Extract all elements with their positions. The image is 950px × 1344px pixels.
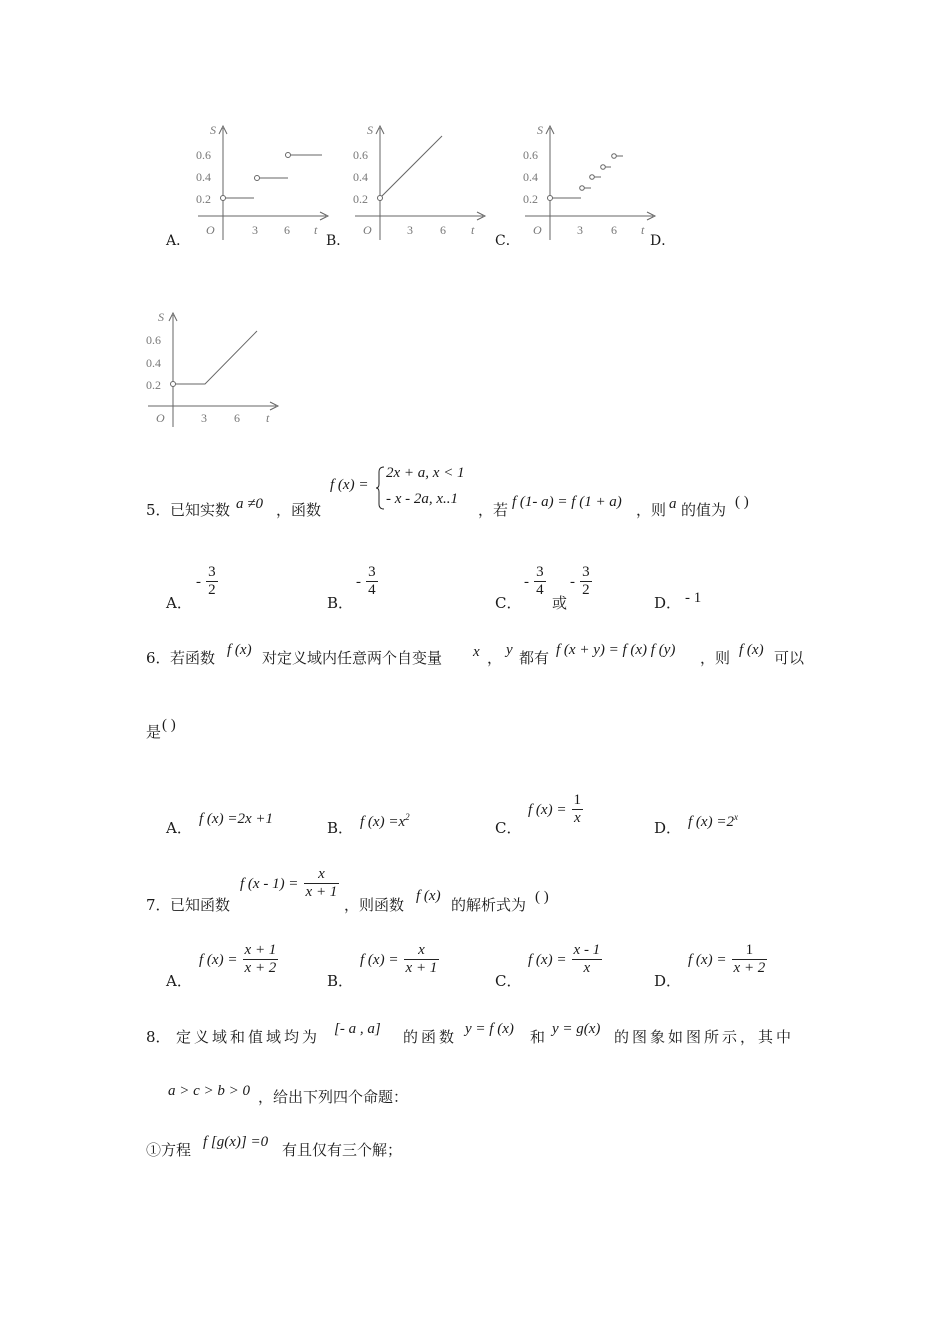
y-tick: 0.2	[196, 192, 211, 206]
q8-text-1: 定义域和值域均为	[176, 1028, 321, 1046]
y-tick: 0.6	[353, 148, 368, 162]
graph-b	[347, 118, 487, 243]
fraction: $\frac{x - 1}{x}$	[573, 942, 601, 976]
q6-text-6: 是	[146, 723, 162, 741]
q5-option-b	[356, 564, 378, 599]
y-tick: 0.6	[196, 148, 211, 162]
y-tick: 0.4	[523, 170, 538, 184]
q6-number: 6．	[146, 649, 171, 667]
q6-text-4: ，则	[700, 649, 731, 667]
q6-comma: ，	[487, 649, 503, 667]
option-d-label: D．	[650, 233, 676, 249]
x-tick: 6	[440, 223, 446, 237]
q6-var-y: y	[506, 642, 513, 658]
q5-text-5: 的值为	[681, 501, 727, 519]
q8-text-4: 的图象如图所示，其中	[614, 1028, 795, 1046]
q6-text-3: 都有	[519, 649, 550, 667]
q5-text-4: ，则	[636, 501, 667, 519]
q5-option-c-label: C．	[495, 594, 522, 612]
fraction: $\frac{x}{x + 1}$	[405, 942, 438, 976]
origin-label: O	[206, 223, 215, 237]
q7-option-a: f (x) = $\frac{x + 1}{x + 2}$	[199, 942, 277, 976]
axis-t-label: t	[314, 223, 318, 237]
fraction: $\frac{3}{2}$	[208, 564, 216, 598]
q8-item-1-mark: ①方程	[146, 1141, 192, 1159]
q6-fx: f (x)	[227, 642, 252, 658]
minus-sign: -	[570, 574, 575, 590]
q7-option-b: f (x) = $\frac{x}{x + 1}$	[360, 942, 438, 976]
q8-function-f: y = f (x)	[465, 1021, 514, 1037]
x-tick: 3	[201, 411, 207, 425]
y-tick: 0.2	[523, 192, 538, 206]
q6-equation: f (x + y) = f (x) f (y)	[556, 642, 676, 658]
y-tick: 0.6	[523, 148, 538, 162]
axis-s-label: S	[367, 123, 373, 137]
q8-text-2: 的函数	[403, 1028, 458, 1046]
q5-option-d-label: D．	[654, 594, 682, 612]
q5-option-a	[196, 564, 218, 599]
graph-c	[517, 118, 657, 243]
q7-fx: f (x)	[416, 888, 441, 904]
q6-option-c-label: C．	[495, 819, 522, 837]
option-c-label: C．	[495, 233, 520, 249]
fraction: $\frac{x}{x + 1}$	[305, 866, 338, 900]
axis-s-label: S	[158, 310, 164, 324]
q5-option-d: - 1	[685, 590, 702, 606]
q6-var-x: x	[473, 644, 480, 660]
axis-t-label: t	[641, 223, 645, 237]
y-tick: 0.2	[146, 378, 161, 392]
q7-option-c: f (x) = $\frac{x - 1}{x}$	[528, 942, 601, 976]
origin-label: O	[363, 223, 372, 237]
fraction: $\frac{x + 1}{x + 2}$	[244, 942, 277, 976]
q8-number: 8．	[146, 1028, 171, 1046]
q5-case-2: - x - 2a, x..1	[386, 491, 459, 507]
q6-option-d: f $(x) =2^x$	[688, 812, 738, 830]
axis-t-label: t	[471, 223, 475, 237]
q6-text-2: 对定义域内任意两个自变量	[262, 649, 443, 667]
q5-option-c-or: 或	[552, 594, 568, 612]
q5-text-1: 已知实数	[170, 501, 231, 519]
q5-number: 5．	[146, 501, 171, 519]
q6-option-b: f $(x) =x^2$	[360, 812, 410, 830]
axis-t-label: t	[266, 411, 270, 425]
axis-s-label: S	[210, 123, 216, 137]
q6-option-a-label: A．	[166, 819, 192, 837]
q7-text-3: 的解析式为	[451, 896, 527, 914]
axis-s-label: S	[537, 123, 543, 137]
q7-option-c-label: C．	[495, 972, 522, 990]
q5-equation: f (1- a) = f (1 + a)	[512, 494, 622, 510]
graph-a	[190, 118, 330, 243]
q7-option-d: f (x) = $\frac{1}{x + 2}$	[688, 942, 766, 976]
q7-option-d-label: D．	[654, 972, 682, 990]
y-tick: 0.2	[353, 192, 368, 206]
q7-number: 7．	[146, 896, 171, 914]
q5-option-b-label: B．	[327, 594, 354, 612]
q8-item-1-equation: f [g(x)] =0	[203, 1134, 269, 1150]
q6-fx-2: f (x)	[739, 642, 764, 658]
minus-sign: -	[356, 574, 361, 590]
x-tick: 3	[252, 223, 258, 237]
q5-text-3: ，若	[478, 501, 509, 519]
q6-option-c: f (x) = $\frac{1}{x}$	[528, 792, 582, 826]
q7-text-2: ，则函数	[344, 896, 405, 914]
q7-text-1: 已知函数	[170, 896, 231, 914]
y-tick: 0.4	[353, 170, 368, 184]
q5-brace	[376, 466, 386, 510]
origin-label: O	[156, 411, 165, 425]
q5-condition: a ≠0	[236, 496, 263, 512]
q5-case-1: 2x + a, x < 1	[386, 465, 465, 481]
fraction: $\frac{1}{x + 2}$	[733, 942, 766, 976]
x-tick: 6	[284, 223, 290, 237]
minus-sign: -	[196, 574, 201, 590]
q6-option-a: f (x) =2x +1	[199, 811, 273, 827]
q5-option-c	[524, 564, 546, 599]
q6-text-5: 可以	[774, 649, 805, 667]
q5-option-a-label: A．	[166, 594, 192, 612]
x-tick: 6	[234, 411, 240, 425]
y-tick: 0.4	[146, 356, 161, 370]
q8-text-3: 和	[530, 1028, 546, 1046]
x-tick: 3	[407, 223, 413, 237]
fraction: $\frac{3}{4}$	[536, 564, 544, 598]
x-tick: 6	[611, 223, 617, 237]
x-tick: 3	[577, 223, 583, 237]
q8-text-5: ，给出下列四个命题：	[258, 1088, 409, 1106]
fraction: $\frac{3}{2}$	[582, 564, 590, 598]
q6-option-b-label: B．	[327, 819, 354, 837]
q7-function-def: f (x - 1) = $\frac{x}{x + 1}$	[240, 866, 338, 900]
fraction: $\frac{3}{4}$	[368, 564, 376, 598]
q6-answer-paren: ( )	[162, 717, 176, 733]
q5-answer-paren: ( )	[735, 494, 749, 510]
q5-function-lhs: f (x) =	[330, 477, 369, 493]
y-tick: 0.6	[146, 333, 161, 347]
option-a-label: A．	[166, 233, 191, 249]
y-tick: 0.4	[196, 170, 211, 184]
q7-option-b-label: B．	[327, 972, 354, 990]
q8-function-g: y = g(x)	[552, 1021, 601, 1037]
origin-label: O	[533, 223, 542, 237]
q5-text-2: ，函数	[276, 501, 322, 519]
minus-sign: -	[524, 574, 529, 590]
q7-option-a-label: A．	[166, 972, 192, 990]
q5-variable: a	[669, 496, 677, 512]
q6-text-1: 若函数	[170, 649, 216, 667]
q8-interval: [- a , a]	[334, 1021, 381, 1037]
graph-d	[140, 305, 280, 430]
option-b-label: B．	[326, 233, 351, 249]
q7-answer-paren: ( )	[535, 889, 549, 905]
q8-condition: a > c > b > 0	[168, 1083, 251, 1099]
q8-item-1-text: 有且仅有三个解；	[282, 1141, 403, 1159]
fraction: $\frac{1}{x}$	[573, 792, 582, 826]
q5-option-c-second	[570, 564, 592, 599]
q6-option-d-label: D．	[654, 819, 682, 837]
